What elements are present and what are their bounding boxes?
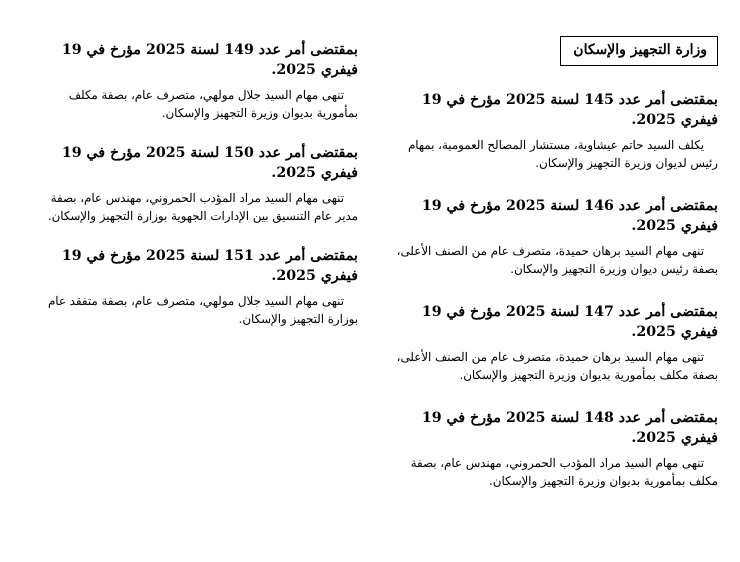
- ministry-header: [388, 36, 718, 90]
- ministry-title: وزارة التجهيز والإسكان: [560, 36, 718, 66]
- decree-heading: بمقتضى أمر عدد 145 لسنة 2025 مؤرخ في 19 فيفري 2025.: [421, 92, 718, 128]
- decree-149: [28, 40, 358, 122]
- decree-146: [388, 196, 718, 278]
- decree-150: [28, 143, 358, 225]
- decree-body: تنهى مهام السيد جلال مولهي، متصرف عام، بصفة مكلف بمأمورية بديوان وزيرة التجهيز والإسكان.: [68, 88, 358, 120]
- decree-147: [388, 302, 718, 384]
- right-column: [388, 36, 718, 514]
- decree-body: تنهى مهام السيد مراد المؤدب الحمروني، مهندس عام، بصفة مدير عام التنسيق بين الإدارات الجهوية بوزارة التجهيز والإسكان.: [47, 191, 358, 223]
- decree-body: تنهى مهام السيد مراد المؤدب الحمروني، مهندس عام، بصفة مكلف بمأمورية بديوان وزيرة التجهيز والإسكان.: [410, 456, 718, 488]
- decree-body: تنهى مهام السيد جلال مولهي، متصرف عام، بصفة متفقد عام بوزارة التجهيز والإسكان.: [48, 294, 358, 326]
- decree-heading: بمقتضى أمر عدد 151 لسنة 2025 مؤرخ في 19 فيفري 2025.: [61, 248, 358, 284]
- decree-body: يكلف السيد حاتم عيشاوية، مستشار المصالح العمومية، بمهام رئيس لديوان وزيرة التجهيز والإسكان.: [407, 138, 718, 170]
- decree-151: [28, 246, 358, 328]
- decree-148: [388, 408, 718, 490]
- decree-heading: بمقتضى أمر عدد 149 لسنة 2025 مؤرخ في 19 فيفري 2025.: [61, 42, 358, 78]
- decree-heading: بمقتضى أمر عدد 146 لسنة 2025 مؤرخ في 19 فيفري 2025.: [421, 198, 718, 234]
- left-column: [28, 40, 358, 349]
- decree-heading: بمقتضى أمر عدد 148 لسنة 2025 مؤرخ في 19 فيفري 2025.: [421, 410, 718, 446]
- decree-heading: بمقتضى أمر عدد 150 لسنة 2025 مؤرخ في 19 فيفري 2025.: [61, 145, 358, 181]
- decree-body: تنهى مهام السيد برهان حميدة، متصرف عام من الصنف الأعلى، بصفة رئيس ديوان وزيرة التجهيز والإسكان.: [396, 244, 718, 276]
- decree-body: تنهى مهام السيد برهان حميدة، متصرف عام من الصنف الأعلى، بصفة مكلف بمأمورية بديوان وزيرة التجهيز والإسكان.: [396, 350, 718, 382]
- decree-145: [388, 90, 718, 172]
- decree-heading: بمقتضى أمر عدد 147 لسنة 2025 مؤرخ في 19 فيفري 2025.: [421, 304, 718, 340]
